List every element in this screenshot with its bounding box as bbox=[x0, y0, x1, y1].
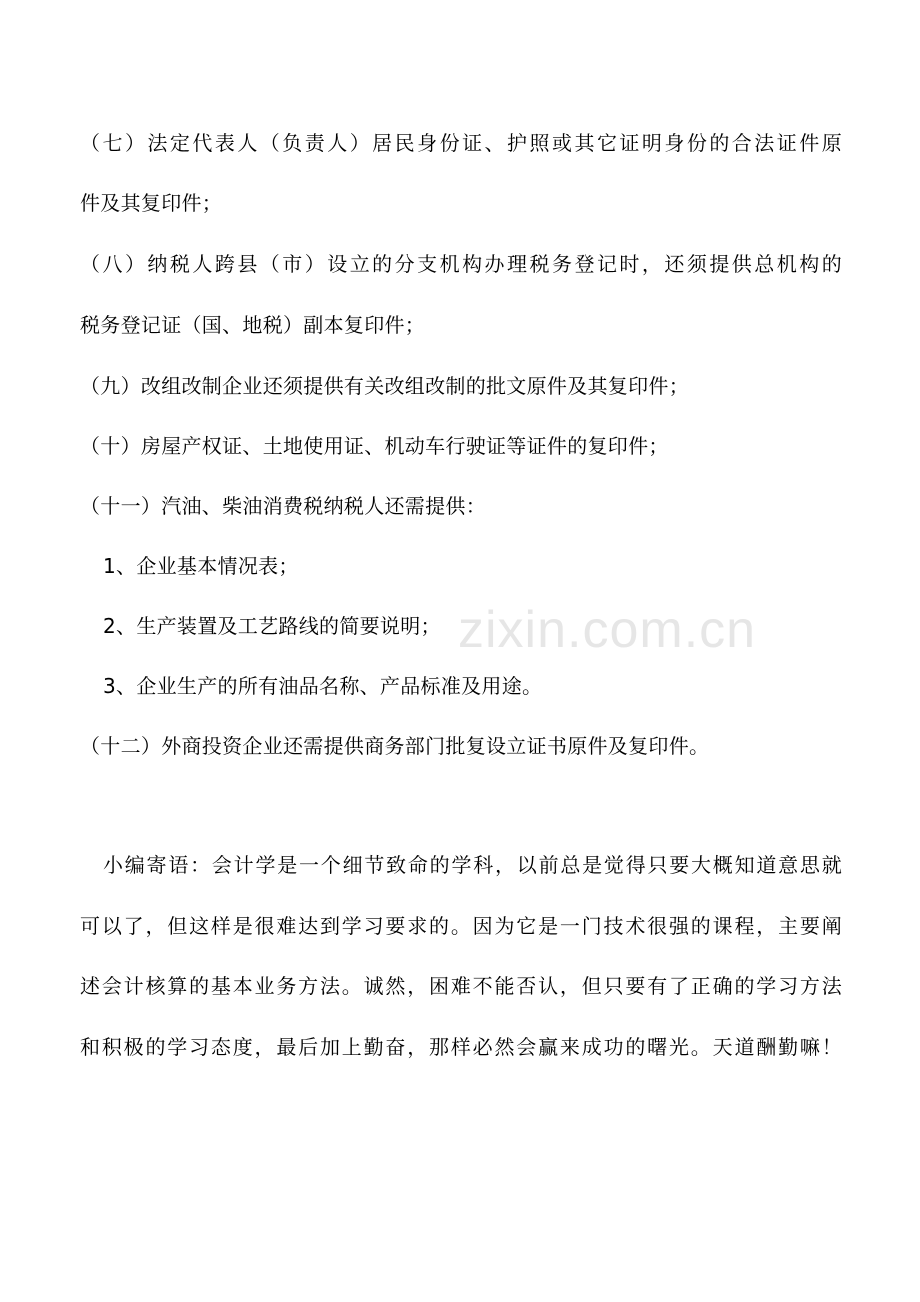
closing-line-2: 可以了，但这样是很难达到学习要求的。因为它是一门技术很强的课程，主要阐 bbox=[80, 914, 842, 938]
text-line-7: （十一）汽油、柴油消费税纳税人还需提供： bbox=[80, 494, 486, 518]
text-line-1: （七）法定代表人（负责人）居民身份证、护照或其它证明身份的合法证件原 bbox=[80, 131, 842, 155]
text-line-4: 税务登记证（国、地税）副本复印件； bbox=[80, 313, 426, 337]
watermark-text: zixin.com.cn bbox=[458, 601, 757, 659]
closing-line-4: 和积极的学习态度，最后加上勤奋，那样必然会赢来成功的曙光。天道酬勤嘛！ bbox=[80, 1035, 842, 1059]
text-line-2: 件及其复印件； bbox=[80, 191, 223, 215]
closing-line-3: 述会计核算的基本业务方法。诚然，困难不能否认，但只要有了正确的学习方法 bbox=[80, 974, 842, 998]
text-line-9: 2、生产装置及工艺路线的简要说明； bbox=[103, 614, 441, 638]
text-line-10: 3、企业生产的所有油品名称、产品标准及用途。 bbox=[103, 674, 543, 698]
text-line-5: （九）改组改制企业还须提供有关改组改制的批文原件及其复印件； bbox=[80, 374, 689, 398]
text-line-11: （十二）外商投资企业还需提供商务部门批复设立证书原件及复印件。 bbox=[80, 734, 710, 758]
closing-line-1: 小编寄语：会计学是一个细节致命的学科，以前总是觉得只要大概知道意思就 bbox=[103, 853, 842, 877]
text-line-6: （十）房屋产权证、土地使用证、机动车行驶证等证件的复印件； bbox=[80, 434, 669, 458]
text-line-8: 1、企业基本情况表； bbox=[103, 554, 299, 578]
text-line-3: （八）纳税人跨县（市）设立的分支机构办理税务登记时，还须提供总机构的 bbox=[80, 252, 842, 276]
